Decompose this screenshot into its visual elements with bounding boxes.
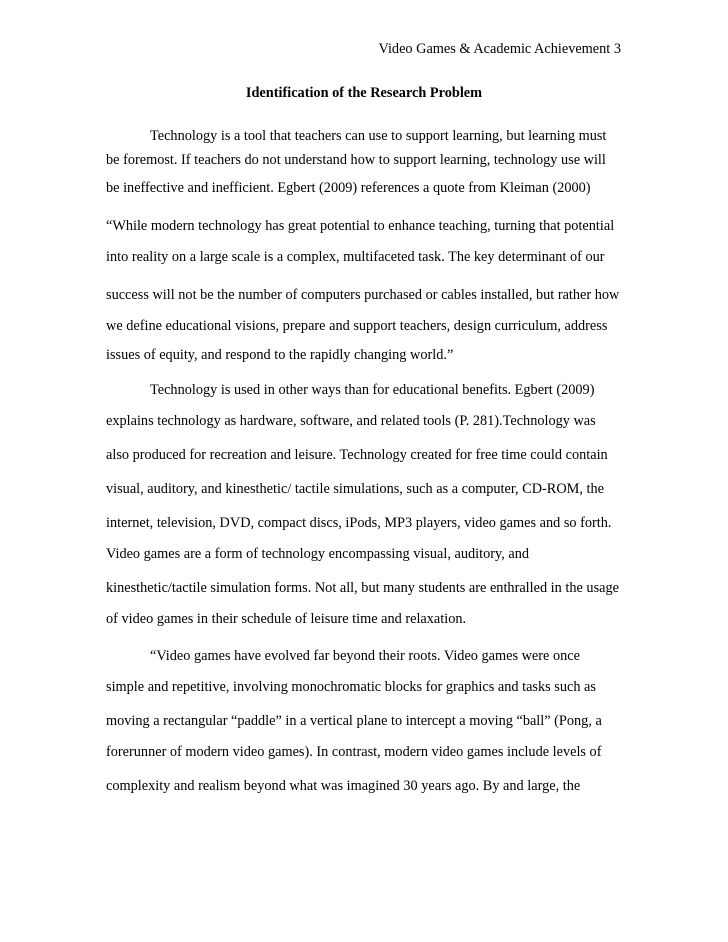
body-line: forerunner of modern video games). In contrast, modern video games include levels of <box>106 744 602 760</box>
body-line: complexity and realism beyond what was imagined 30 years ago. By and large, the <box>106 778 581 794</box>
body-line: visual, auditory, and kinesthetic/ tactile simulations, such as a computer, CD-ROM, the <box>106 481 604 497</box>
body-line: “Video games have evolved far beyond their roots. Video games were once <box>150 648 580 664</box>
body-line: we define educational visions, prepare and support teachers, design curriculum, address <box>106 318 608 334</box>
body-line: success will not be the number of computers purchased or cables installed, but rather how <box>106 287 620 303</box>
body-line: kinesthetic/tactile simulation forms. Not all, but many students are enthralled in the usage <box>106 580 619 596</box>
running-head: Video Games & Academic Achievement 3 <box>378 41 621 57</box>
body-line: of video games in their schedule of leisure time and relaxation. <box>106 611 467 627</box>
body-line: issues of equity, and respond to the rapidly changing world.” <box>106 347 454 363</box>
body-line: explains technology as hardware, software, and related tools (P. 281).Technology was <box>106 413 596 429</box>
body-line: simple and repetitive, involving monochromatic blocks for graphics and tasks such as <box>106 679 596 695</box>
section-heading: Identification of the Research Problem <box>245 85 483 101</box>
body-line: Video games are a form of technology encompassing visual, auditory, and <box>106 546 530 562</box>
body-line: moving a rectangular “paddle” in a vertical plane to intercept a moving “ball” (Pong, a <box>106 713 602 729</box>
body-line: also produced for recreation and leisure. Technology created for free time could contain <box>106 447 608 463</box>
body-line: be foremost. If teachers do not understand how to support learning, technology use will <box>106 152 606 168</box>
body-line: internet, television, DVD, compact discs, iPods, MP3 players, video games and so forth. <box>106 515 612 531</box>
body-line: Technology is a tool that teachers can use to support learning, but learning must <box>150 128 607 144</box>
body-line: “While modern technology has great potential to enhance teaching, turning that potential <box>106 218 615 234</box>
body-line: be ineffective and inefficient. Egbert (2009) references a quote from Kleiman (2000) <box>106 180 591 196</box>
body-line: into reality on a large scale is a complex, multifaceted task. The key determinant of our <box>106 249 605 265</box>
body-line: Technology is used in other ways than for educational benefits. Egbert (2009) <box>150 382 595 398</box>
